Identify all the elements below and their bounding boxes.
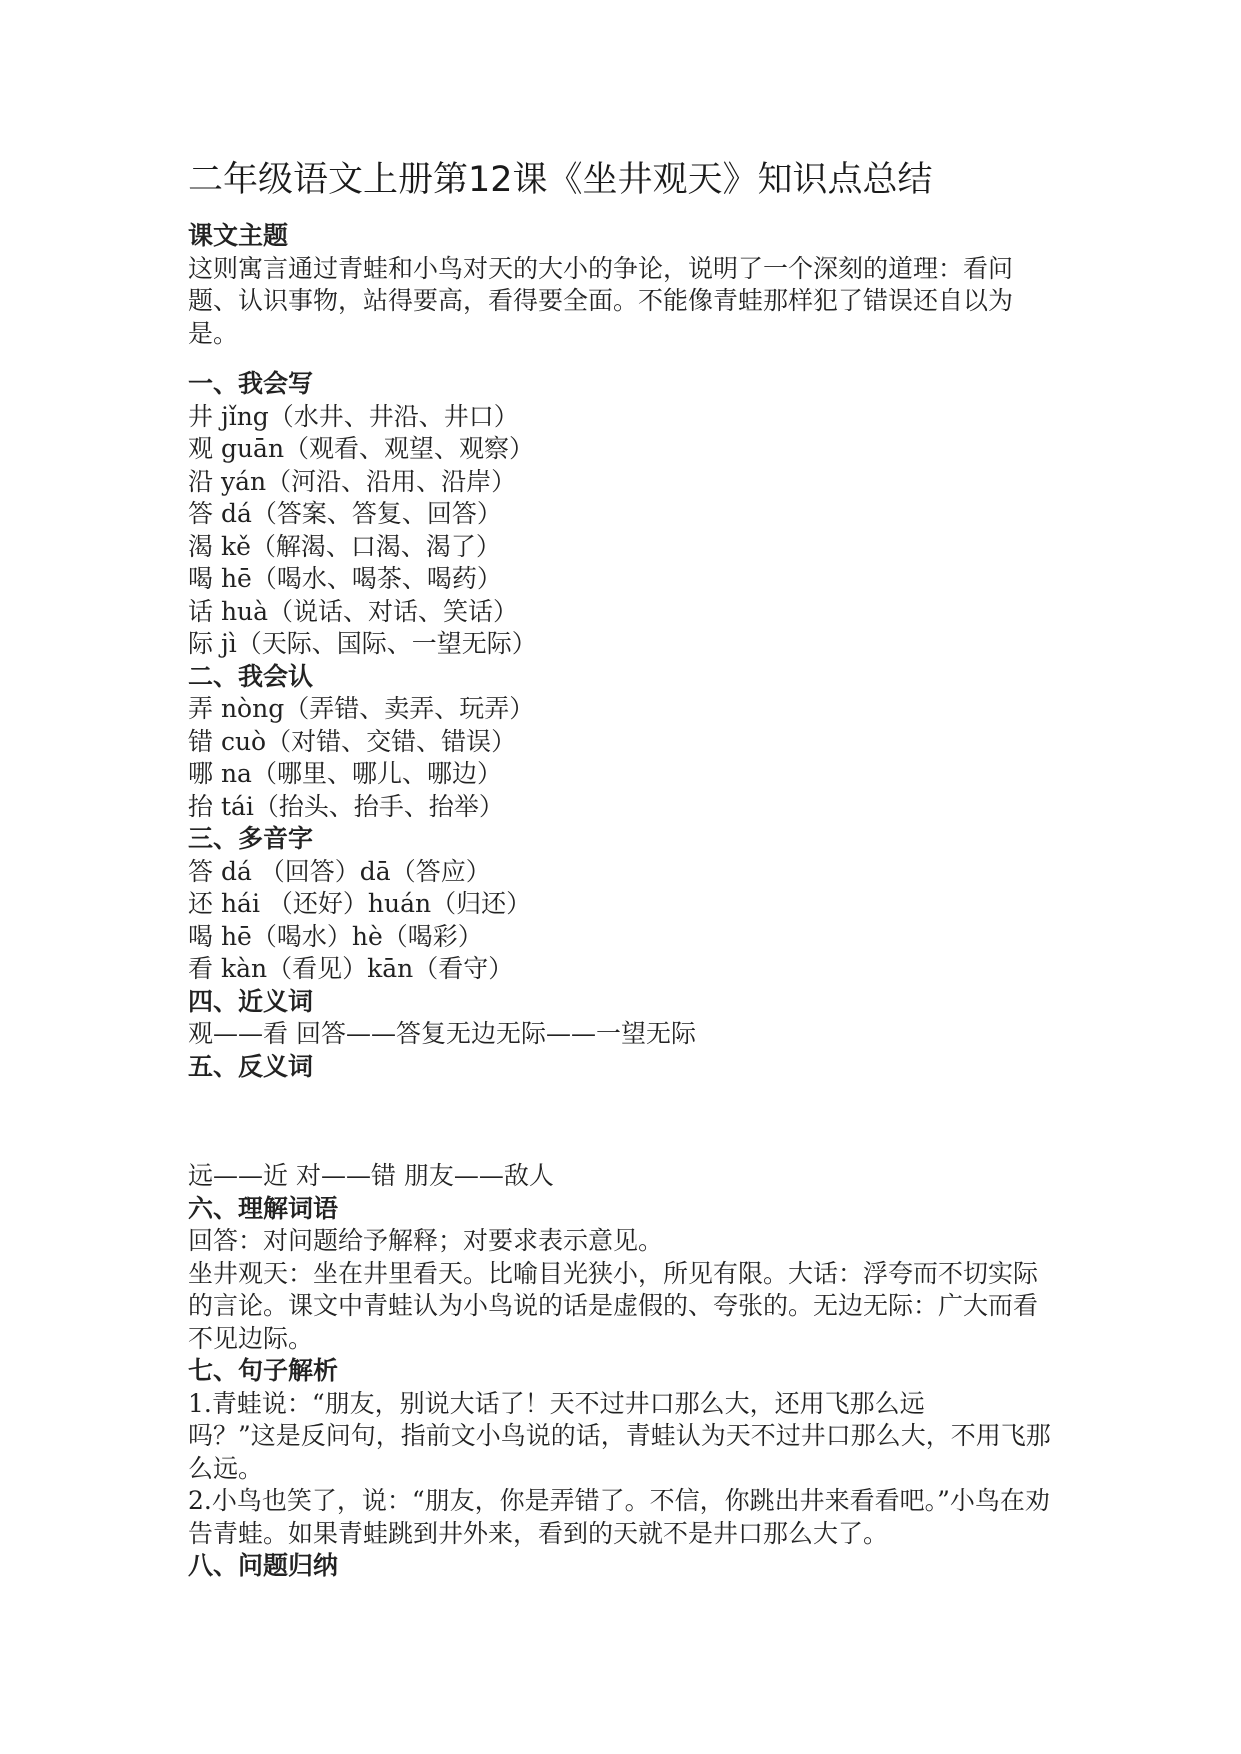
theme-text: 这则寓言通过青蛙和小鸟对天的大小的争论，说明了一个深刻的道理：看问题、认识事物，站得要高，看得要全面。不能像青蛙那样犯了错误还自以为是。 [188,253,1014,348]
recognize-heading: 二、我会认 [188,661,314,691]
analysis-item-1-rest: 吗？”这是反问句，指前文小鸟说的话，青蛙认为天不过井口那么大，不用飞那么远。 [188,1421,1051,1483]
summary-heading: 八、问题归纳 [188,1551,339,1580]
page-title: 二年级语文上册第12课《坐井观天》知识点总结 [188,160,933,200]
synonyms-heading: 四、近义词 [188,986,314,1016]
polyphone-heading: 三、多音字 [188,824,314,853]
list-item: 际 jì（天际、国际、一望无际） [188,629,537,658]
analysis-heading: 七、句子解析 [188,1356,339,1385]
lower-section [188,1160,1058,1583]
theme-section [188,220,1058,350]
write-section [188,368,1058,1083]
synonyms-text: 观——看 回答——答复无边无际——一望无际 [188,1019,696,1048]
antonyms-heading: 五、反义词 [188,1051,314,1081]
write-heading: 一、我会写 [188,369,314,398]
understand-line: 回答：对问题给予解释；对要求表示意见。 [188,1226,664,1255]
list-item: 话 huà（说话、对话、笑话） [188,596,519,626]
list-item: 看 kàn（看见）kān（看守） [188,954,514,983]
list-item: 答 dá（答案、答复、回答） [188,499,502,528]
antonyms-text: 远——近 对——错 朋友——敌人 [188,1161,554,1190]
analysis-item-2: 2.小鸟也笑了，说：“朋友，你是弄错了。不信，你跳出井来看看吧。”小鸟在劝告青蛙。如果青蛙跳到井外来，看到的天就不是井口那么大了。 [188,1486,1050,1548]
list-item: 喝 hē（喝水）hè（喝彩） [188,921,483,951]
list-item: 渴 kě（解渴、口渴、渴了） [188,531,501,561]
list-item: 井 jǐng（水井、井沿、井口） [188,401,519,431]
list-item: 观 guān（观看、观望、观察） [188,434,535,463]
understand-paragraph: 坐井观天：坐在井里看天。比喻目光狭小，所见有限。大话：浮夸而不切实际的言论。课文中青蛙认为小鸟说的话是虚假的、夸张的。无边无际：广大而看不见边际。 [188,1258,1039,1353]
list-item: 抬 tái（抬头、抬手、抬举） [188,791,504,821]
list-item: 沿 yán（河沿、沿用、沿岸） [188,466,517,496]
theme-heading: 课文主题 [188,221,289,250]
understand-heading: 六、理解词语 [188,1193,339,1223]
list-item: 弄 nòng（弄错、卖弄、玩弄） [188,694,535,723]
list-item: 哪 na（哪里、哪儿、哪边） [188,759,502,788]
list-item: 答 dá （回答）dā（答应） [188,856,491,886]
list-item: 喝 hē（喝水、喝茶、喝药） [188,564,502,593]
list-item: 错 cuò（对错、交错、错误） [188,726,517,756]
list-item: 还 hái （还好）huán（归还） [188,889,532,918]
analysis-item-1-line: 1.青蛙说：“朋友，别说大话了！天不过井口那么大，还用飞那么远 [188,1388,925,1418]
